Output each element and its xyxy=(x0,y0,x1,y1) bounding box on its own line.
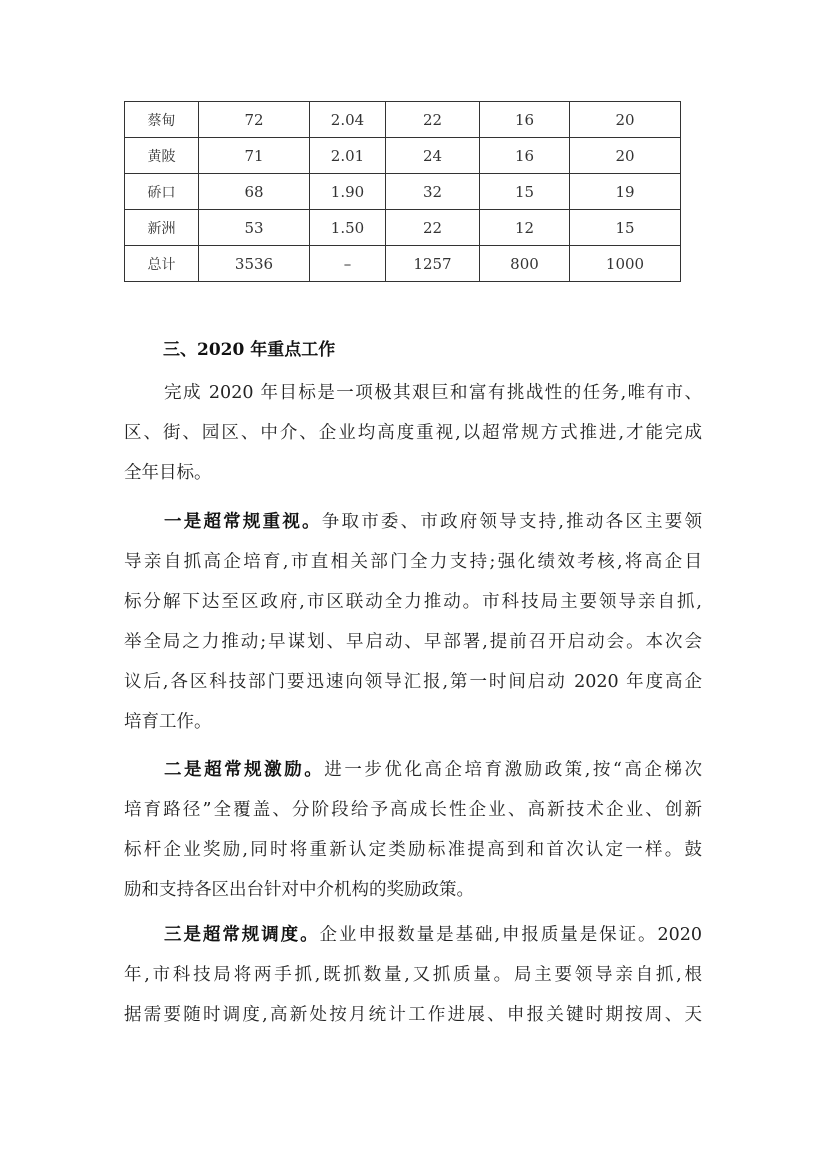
point-three-line: 年,市科技局将两手抓,既抓数量,又抓质量。局主要领导亲自抓,根 xyxy=(124,965,702,985)
value-cell: 20 xyxy=(570,102,681,138)
district-stats-table xyxy=(124,101,681,282)
point-two-line: 励和支持各区出台针对中介机构的奖励政策。 xyxy=(124,880,474,900)
point-two-title: 二是超常规激励。 xyxy=(164,760,325,780)
section-heading: 三、2020 年重点工作 xyxy=(163,340,336,360)
district-name-cell: 新洲 xyxy=(125,210,199,246)
district-name-cell: 总计 xyxy=(125,246,199,282)
point-one-line: 议后,各区科技部门要迅速向领导汇报,第一时间启动 2020 年度高企 xyxy=(124,672,702,692)
district-name-cell: 黄陂 xyxy=(125,138,199,174)
point-two-first-line xyxy=(124,750,702,790)
table-row xyxy=(125,246,681,282)
point-two-first-text: 进一步优化高企培育激励政策,按“高企梯次 xyxy=(324,760,702,780)
point-one-line: 标分解下达至区政府,市区联动全力推动。市科技局主要领导亲自抓, xyxy=(124,592,702,612)
value-cell: 3536 xyxy=(199,246,310,282)
point-two-line: 标杆企业奖励,同时将重新认定类励标准提高到和首次认定一样。鼓 xyxy=(124,840,702,860)
table-row xyxy=(125,210,681,246)
point-three-line: 据需要随时调度,高新处按月统计工作进展、申报关键时期按周、天 xyxy=(124,1005,702,1025)
table-row xyxy=(125,174,681,210)
table-row xyxy=(125,102,681,138)
intro-line: 完成 2020 年目标是一项极其艰巨和富有挑战性的任务,唯有市、 xyxy=(164,383,702,403)
value-cell: 72 xyxy=(199,102,310,138)
value-cell: 1.50 xyxy=(310,210,386,246)
value-cell: 20 xyxy=(570,138,681,174)
value-cell: 800 xyxy=(480,246,570,282)
point-one-first-line xyxy=(124,502,702,542)
table-body xyxy=(125,102,681,282)
point-three-title: 三是超常规调度。 xyxy=(164,925,320,945)
value-cell: 1.90 xyxy=(310,174,386,210)
value-cell: 15 xyxy=(480,174,570,210)
point-one-first-text: 争取市委、市政府领导支持,推动各区主要领 xyxy=(321,512,703,532)
value-cell: 2.01 xyxy=(310,138,386,174)
point-three-first-line xyxy=(124,915,702,955)
value-cell: 2.04 xyxy=(310,102,386,138)
point-two-paragraph xyxy=(124,750,702,910)
value-cell: 15 xyxy=(570,210,681,246)
point-one-paragraph xyxy=(124,502,702,742)
value-cell: 12 xyxy=(480,210,570,246)
intro-line: 全年目标。 xyxy=(124,463,212,483)
value-cell: 22 xyxy=(386,102,480,138)
value-cell: 22 xyxy=(386,210,480,246)
point-one-line: 培育工作。 xyxy=(124,712,212,732)
district-name-cell: 硚口 xyxy=(125,174,199,210)
value-cell: – xyxy=(310,246,386,282)
value-cell: 32 xyxy=(386,174,480,210)
value-cell: 1000 xyxy=(570,246,681,282)
point-one-line: 举全局之力推动;早谋划、早启动、早部署,提前召开启动会。本次会 xyxy=(124,632,702,652)
intro-paragraph xyxy=(124,373,702,493)
value-cell: 16 xyxy=(480,138,570,174)
value-cell: 19 xyxy=(570,174,681,210)
value-cell: 53 xyxy=(199,210,310,246)
district-name-cell: 蔡甸 xyxy=(125,102,199,138)
point-three-first-text: 企业申报数量是基础,申报质量是保证。2020 xyxy=(319,925,702,945)
value-cell: 16 xyxy=(480,102,570,138)
value-cell: 24 xyxy=(386,138,480,174)
point-one-line: 导亲自抓高企培育,市直相关部门全力支持;强化绩效考核,将高企目 xyxy=(124,552,702,572)
point-two-line: 培育路径”全覆盖、分阶段给予高成长性企业、高新技术企业、创新 xyxy=(124,800,702,820)
table-row xyxy=(125,138,681,174)
intro-line: 区、街、园区、中介、企业均高度重视,以超常规方式推进,才能完成 xyxy=(124,423,702,443)
point-one-title: 一是超常规重视。 xyxy=(164,512,322,532)
value-cell: 1257 xyxy=(386,246,480,282)
point-three-paragraph xyxy=(124,915,702,1035)
value-cell: 68 xyxy=(199,174,310,210)
value-cell: 71 xyxy=(199,138,310,174)
